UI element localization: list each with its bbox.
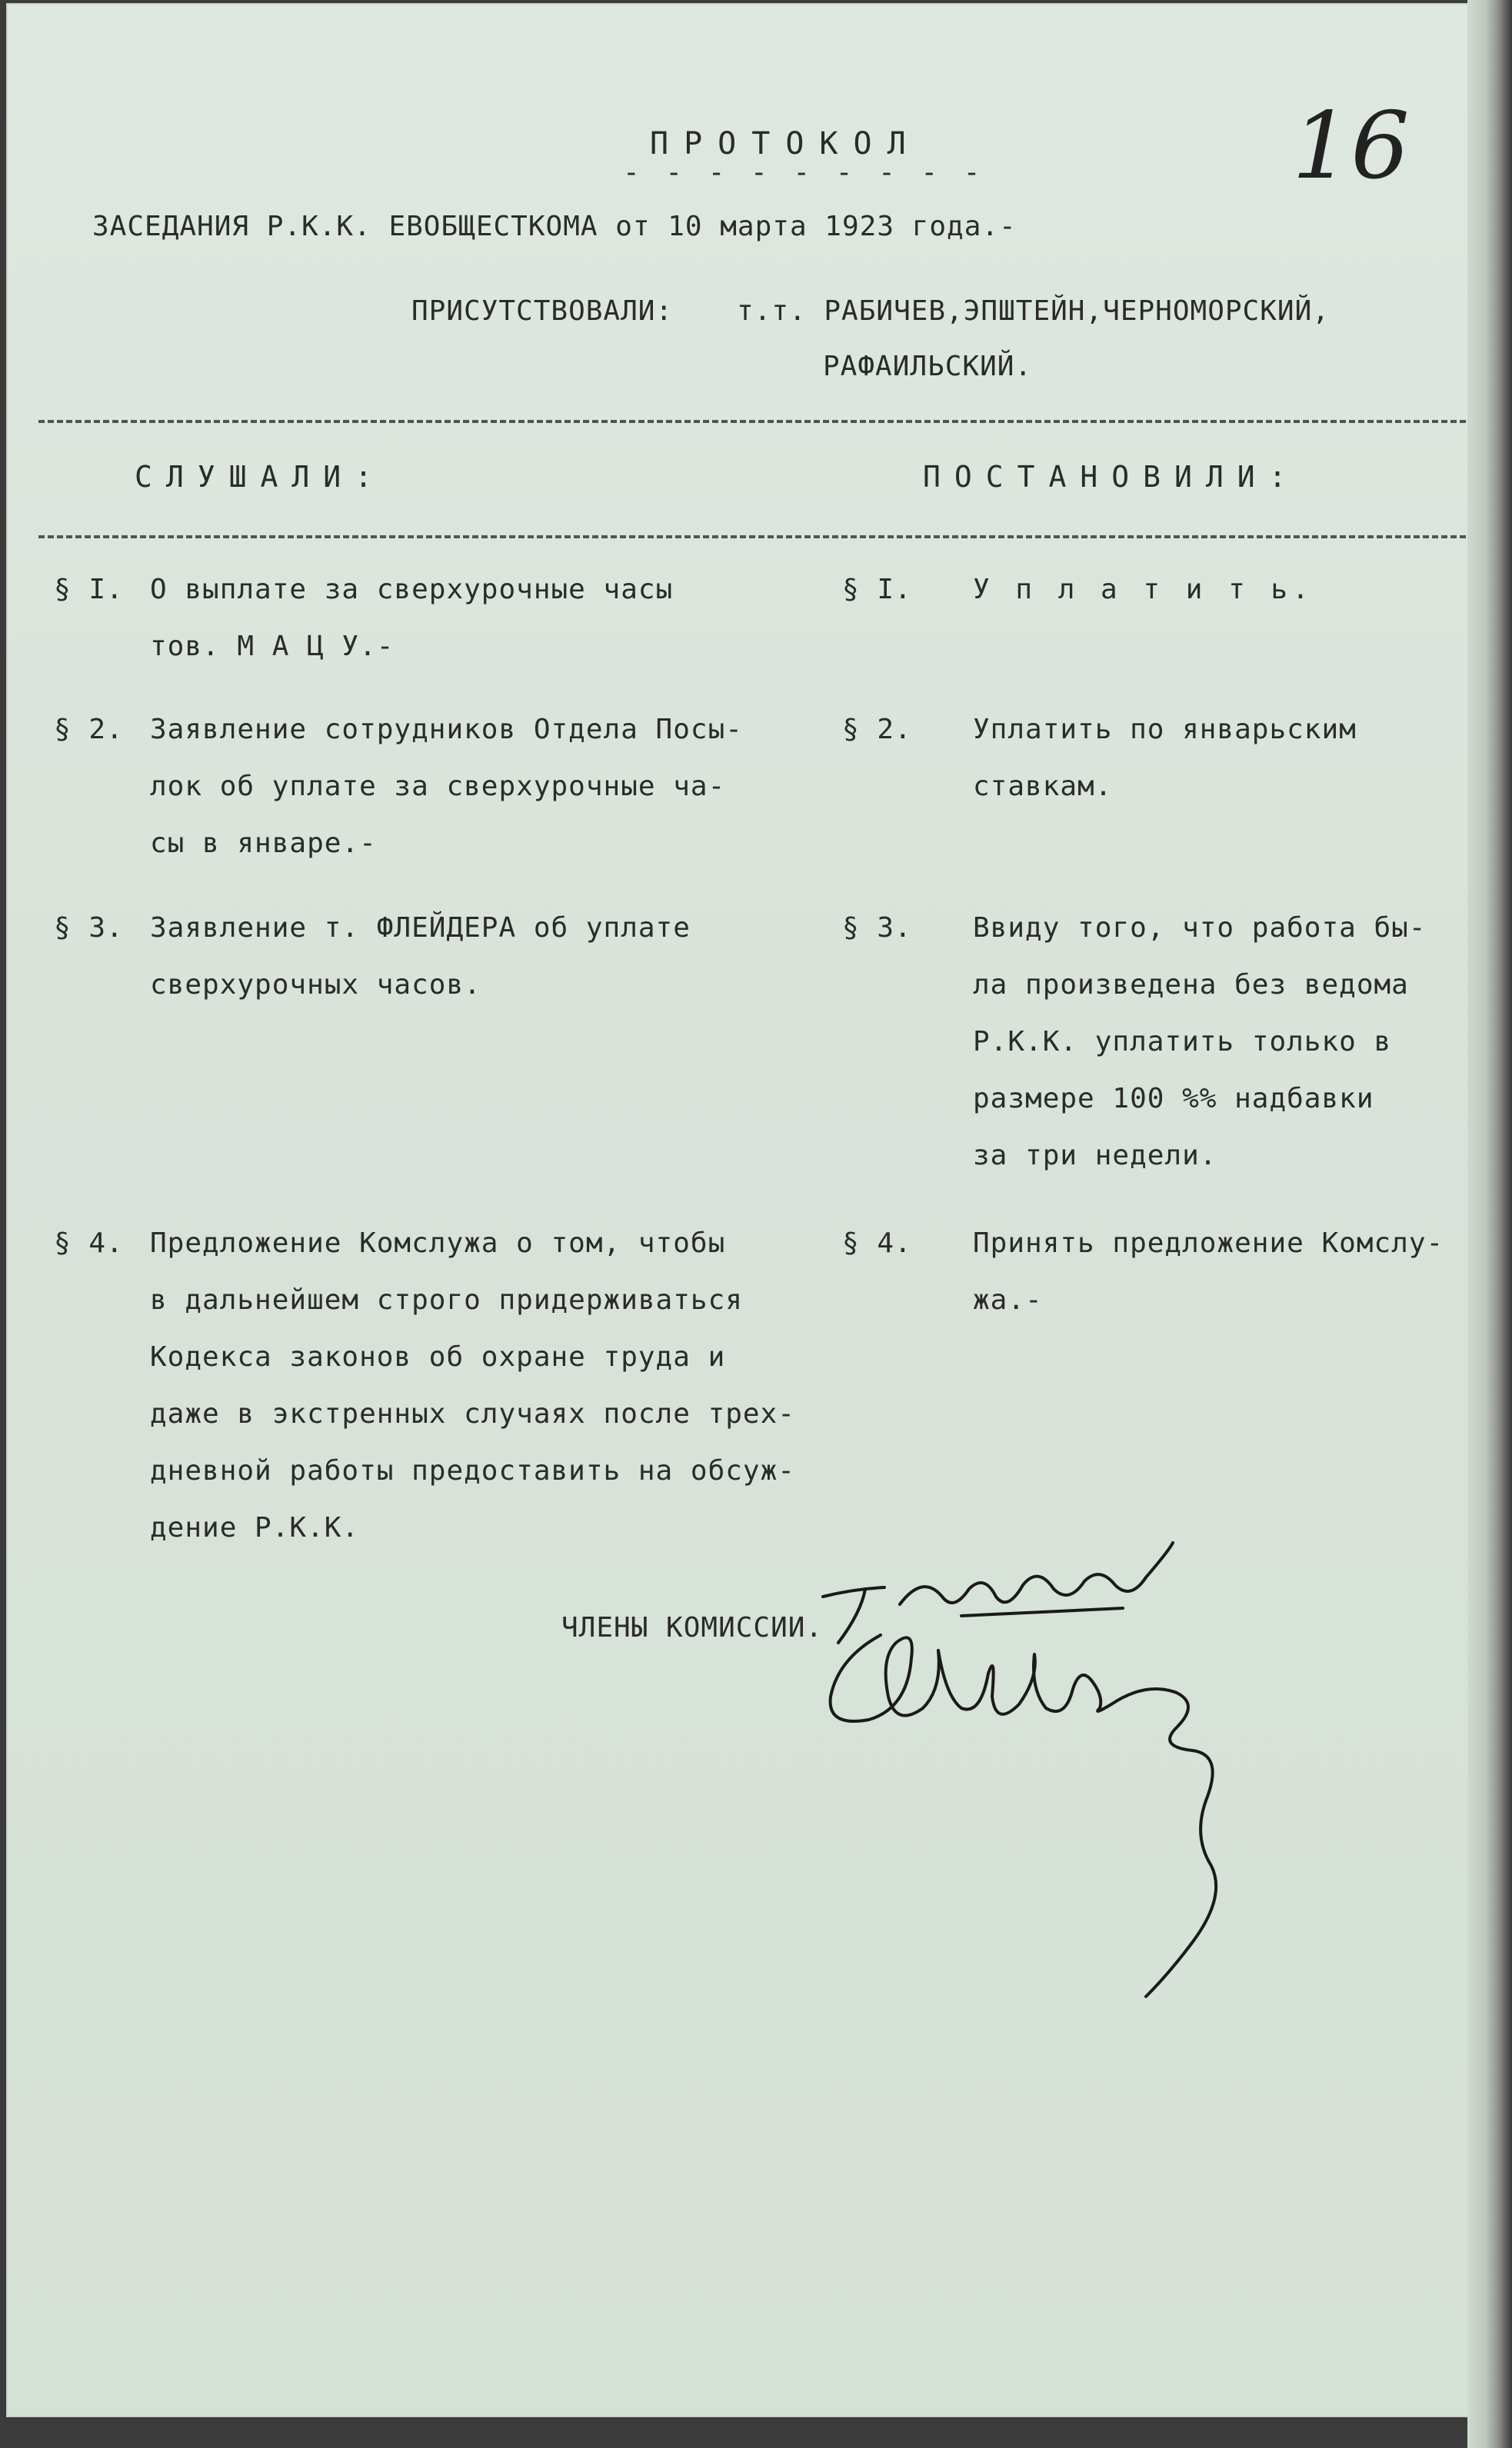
- column-resolved-header: ПОСТАНОВИЛИ:: [923, 460, 1301, 494]
- title-underline: - - - - - - - - -: [623, 157, 985, 188]
- column-heard-header: СЛУШАЛИ:: [135, 460, 387, 494]
- present-names-line2: РАФАИЛЬСКИЙ.: [823, 351, 1033, 382]
- document-page: [8, 5, 1488, 2416]
- item-4-left-line-2: в дальнейшем строго придерживаться: [150, 1284, 743, 1316]
- item-2-left-line-1: Заявление сотрудников Отдела Посы-: [150, 714, 743, 745]
- item-4-left-line-3: Кодекса законов об охране труда и: [150, 1341, 726, 1373]
- commission-members-label: ЧЛЕНЫ КОМИССИИ.: [561, 1612, 824, 1644]
- adjacent-page-edge: [1467, 0, 1512, 2448]
- item-4-right-number: § 4.: [842, 1227, 912, 1259]
- item-3-right-line-5: за три недели.: [973, 1140, 1217, 1171]
- item-2-left-line-2: лок об уплате за сверхурочные ча-: [150, 771, 726, 802]
- item-4-left-line-4: даже в экстренных случаях после трех-: [150, 1398, 795, 1430]
- item-1-left-number: § I.: [54, 574, 124, 605]
- commission-signatures: [808, 1543, 1300, 2004]
- meeting-subtitle: ЗАСЕДАНИЯ Р.К.К. ЕВОБЩЕСТКОМА от 10 марта 1923 года.-: [92, 211, 1017, 242]
- item-4-right-line-1: Принять предложение Комслу-: [973, 1227, 1444, 1259]
- archive-number-handwritten: [1288, 89, 1410, 212]
- separator-columns: [38, 535, 1484, 538]
- item-1-left-line-2: тов. М А Ц У.-: [150, 631, 395, 662]
- archive-number-text: 16: [1292, 93, 1410, 200]
- item-3-right-line-1: Ввиду того, что работа бы-: [973, 912, 1427, 944]
- item-1-right-line-1: У п л а т и т ь.: [973, 574, 1314, 605]
- item-3-right-line-3: Р.К.К. уплатить только в: [973, 1026, 1392, 1057]
- item-3-right-number: § 3.: [842, 912, 912, 944]
- item-4-left-line-1: Предложение Комслужа о том, чтобы: [150, 1227, 726, 1259]
- item-4-left-line-5: дневной работы предоставить на обсуж-: [150, 1455, 795, 1487]
- item-4-right-line-2: жа.-: [973, 1284, 1043, 1316]
- item-3-left-line-2: сверхурочных часов.: [150, 969, 481, 1001]
- item-2-left-number: § 2.: [54, 714, 124, 745]
- item-1-left-line-1: О выплате за сверхурочные часы: [150, 574, 674, 605]
- item-2-right-line-2: ставкам.: [973, 771, 1113, 802]
- item-4-left-line-6: дение Р.К.К.: [150, 1512, 360, 1544]
- item-3-right-line-4: размере 100 %% надбавки: [973, 1083, 1374, 1114]
- item-1-right-number: § I.: [842, 574, 912, 605]
- present-names-line1: т.т. РАБИЧЕВ,ЭПШТЕЙН,ЧЕРНОМОРСКИЙ,: [737, 295, 1330, 327]
- item-4-left-number: § 4.: [54, 1227, 124, 1259]
- item-2-right-number: § 2.: [842, 714, 912, 745]
- separator-top: [38, 420, 1484, 423]
- item-2-left-line-3: сы в январе.-: [150, 828, 377, 859]
- item-3-left-line-1: Заявление т. ФЛЕЙДЕРА об уплате: [150, 912, 691, 944]
- item-2-right-line-1: Уплатить по январьским: [973, 714, 1357, 745]
- item-3-right-line-2: ла произведена без ведома: [973, 969, 1409, 1001]
- item-3-left-number: § 3.: [54, 912, 124, 944]
- present-label: ПРИСУТСТВОВАЛИ:: [411, 295, 674, 327]
- page-title: ПРОТОКОЛ: [650, 126, 921, 162]
